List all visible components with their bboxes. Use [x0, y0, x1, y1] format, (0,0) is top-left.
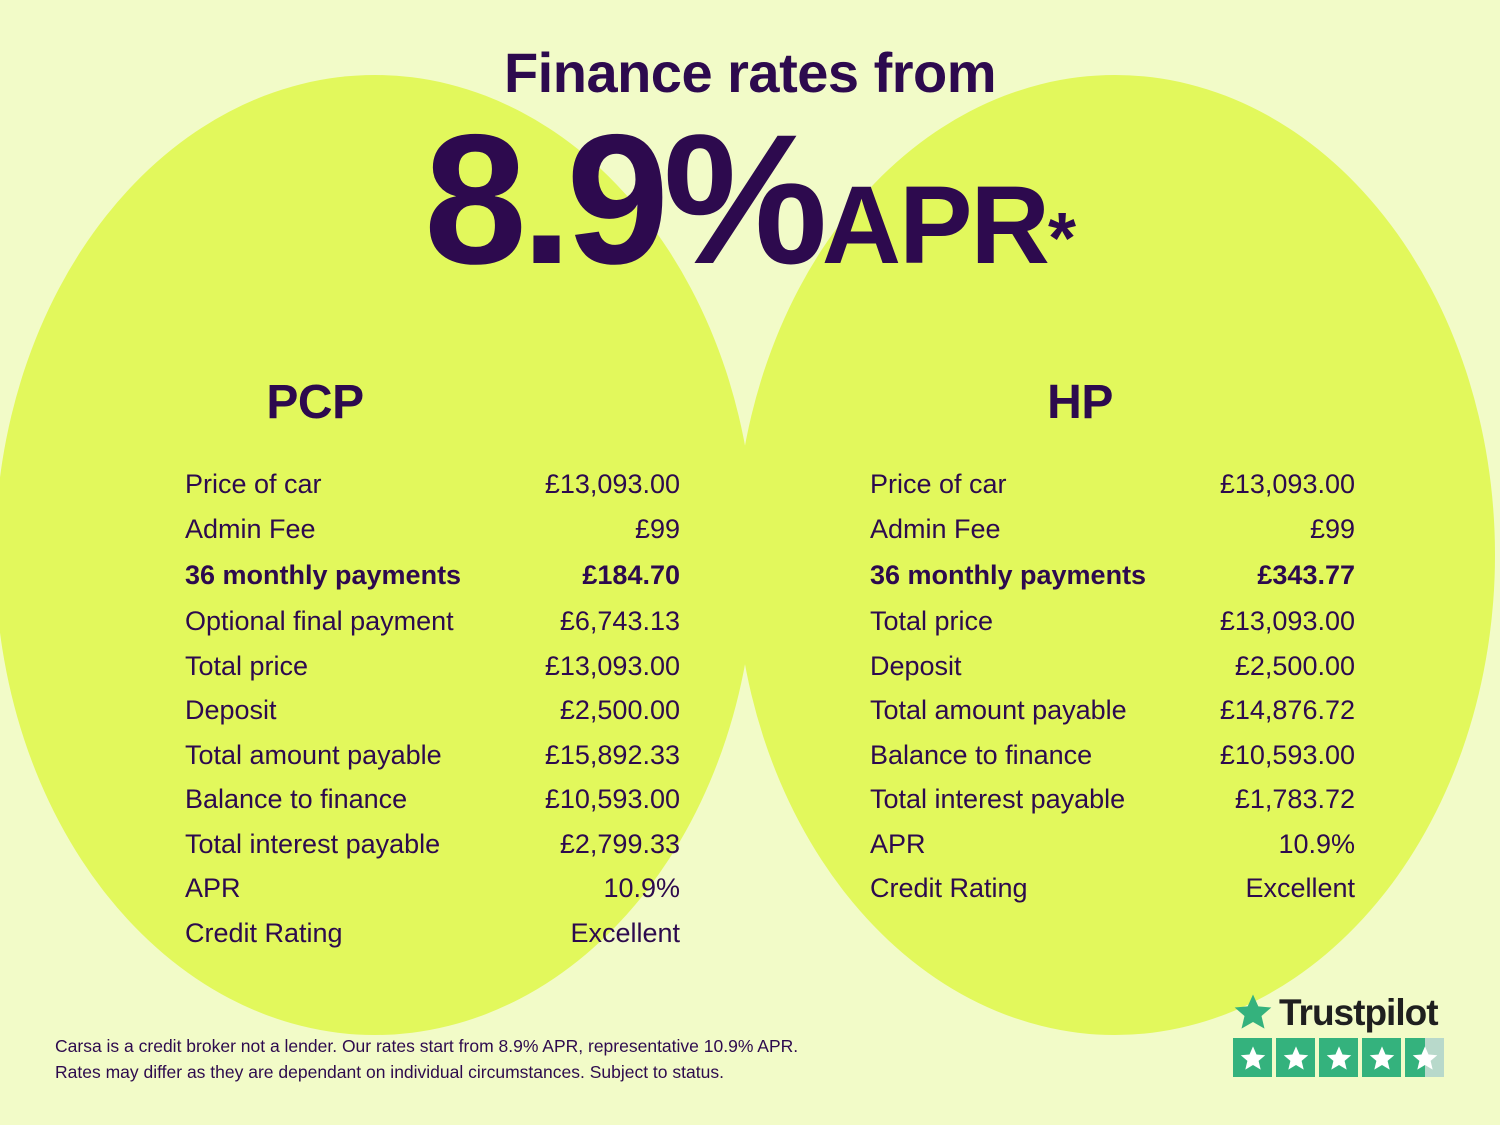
row-value: 10.9% — [603, 873, 680, 903]
table-row — [870, 599, 1355, 644]
row-label: Deposit — [185, 695, 277, 725]
row-value: £343.77 — [1257, 560, 1355, 590]
row-value: £99 — [634, 513, 680, 544]
row-value: £15,892.33 — [544, 739, 680, 770]
table-row — [185, 866, 680, 911]
column-title-pcp: PCP — [266, 376, 364, 429]
row-label: Price of car — [185, 469, 322, 499]
row-value: £1,783.72 — [1234, 784, 1355, 814]
finance-column-hp — [750, 375, 1500, 955]
table-row — [185, 462, 680, 507]
star-icon-1 — [1233, 1038, 1272, 1077]
pcp-rows — [185, 462, 680, 955]
row-label: APR — [185, 873, 241, 903]
table-row — [185, 822, 680, 867]
row-value: £2,500.00 — [1234, 650, 1355, 681]
table-row — [870, 777, 1355, 822]
row-value: £6,743.13 — [559, 606, 680, 636]
table-row — [185, 688, 680, 733]
row-label: Total interest payable — [185, 828, 441, 859]
row-value: £10,593.00 — [544, 784, 680, 814]
disclaimer-line-1: Carsa is a credit broker not a lender. Our rates start from 8.9% APR, representative 10.9% APR. — [55, 1036, 799, 1056]
apr-word: APR — [821, 164, 1048, 287]
trustpilot-wordmark: Trustpilot — [1279, 991, 1438, 1033]
row-value: Excellent — [570, 917, 680, 948]
table-row — [185, 911, 680, 956]
row-label: Deposit — [870, 650, 962, 681]
row-label: Optional final payment — [185, 606, 454, 636]
table-row — [870, 551, 1355, 599]
table-row — [870, 866, 1355, 911]
row-value: £13,093.00 — [544, 469, 680, 499]
row-value: £13,093.00 — [1219, 606, 1355, 636]
finance-column-pcp — [0, 375, 750, 955]
row-value: £2,799.33 — [559, 828, 680, 859]
table-row — [870, 462, 1355, 507]
table-row — [870, 733, 1355, 778]
row-value: £13,093.00 — [1219, 469, 1355, 499]
row-label: Admin Fee — [870, 513, 1001, 544]
table-row — [185, 551, 680, 599]
row-label: Credit Rating — [870, 873, 1028, 903]
disclaimer — [55, 1033, 798, 1085]
star-icon-5-half — [1405, 1038, 1444, 1077]
disclaimer-line-2: Rates may differ as they are dependant on individual circumstances. Subject to status. — [55, 1062, 724, 1082]
column-title-hp: HP — [1047, 376, 1113, 429]
row-label: Balance to finance — [185, 784, 408, 814]
row-value: £99 — [1309, 513, 1355, 544]
row-label: Total amount payable — [870, 695, 1127, 725]
row-label: Total price — [870, 606, 994, 636]
table-row — [870, 688, 1355, 733]
table-row — [870, 507, 1355, 552]
row-label: Price of car — [870, 469, 1007, 499]
hp-rows — [870, 462, 1355, 911]
page-title: Finance rates from — [503, 41, 997, 104]
table-row — [870, 644, 1355, 689]
row-label: 36 monthly payments — [870, 560, 1147, 590]
table-row — [185, 777, 680, 822]
star-icon-4 — [1362, 1038, 1401, 1077]
table-row — [185, 733, 680, 778]
star-icon-2 — [1276, 1038, 1315, 1077]
trustpilot-logo — [1233, 992, 1448, 1032]
row-label: Total amount payable — [185, 739, 442, 770]
row-label: Credit Rating — [185, 917, 343, 948]
row-label: Balance to finance — [870, 739, 1093, 770]
row-label: APR — [870, 828, 926, 859]
trustpilot-star-icon — [1233, 992, 1273, 1032]
row-value: £14,876.72 — [1219, 695, 1355, 725]
table-row — [185, 599, 680, 644]
row-value: £10,593.00 — [1219, 739, 1355, 770]
table-row — [185, 507, 680, 552]
row-value: £2,500.00 — [559, 695, 680, 725]
row-value: 10.9% — [1278, 828, 1355, 859]
finance-comparison — [0, 375, 1500, 955]
row-label: Total interest payable — [870, 784, 1126, 814]
row-label: Admin Fee — [185, 513, 316, 544]
apr-asterisk: * — [1047, 199, 1076, 279]
table-row — [185, 644, 680, 689]
trustpilot-rating — [1233, 992, 1448, 1077]
row-label: Total price — [185, 650, 309, 681]
row-value: £13,093.00 — [544, 650, 680, 681]
row-value: £184.70 — [582, 560, 680, 590]
row-label: 36 monthly payments — [185, 560, 462, 590]
apr-rate: 8.9% — [424, 97, 822, 303]
row-value: Excellent — [1245, 873, 1355, 903]
apr-headline — [0, 97, 1500, 303]
star-icon-3 — [1319, 1038, 1358, 1077]
table-row — [870, 822, 1355, 867]
trustpilot-star-row — [1233, 1038, 1448, 1077]
